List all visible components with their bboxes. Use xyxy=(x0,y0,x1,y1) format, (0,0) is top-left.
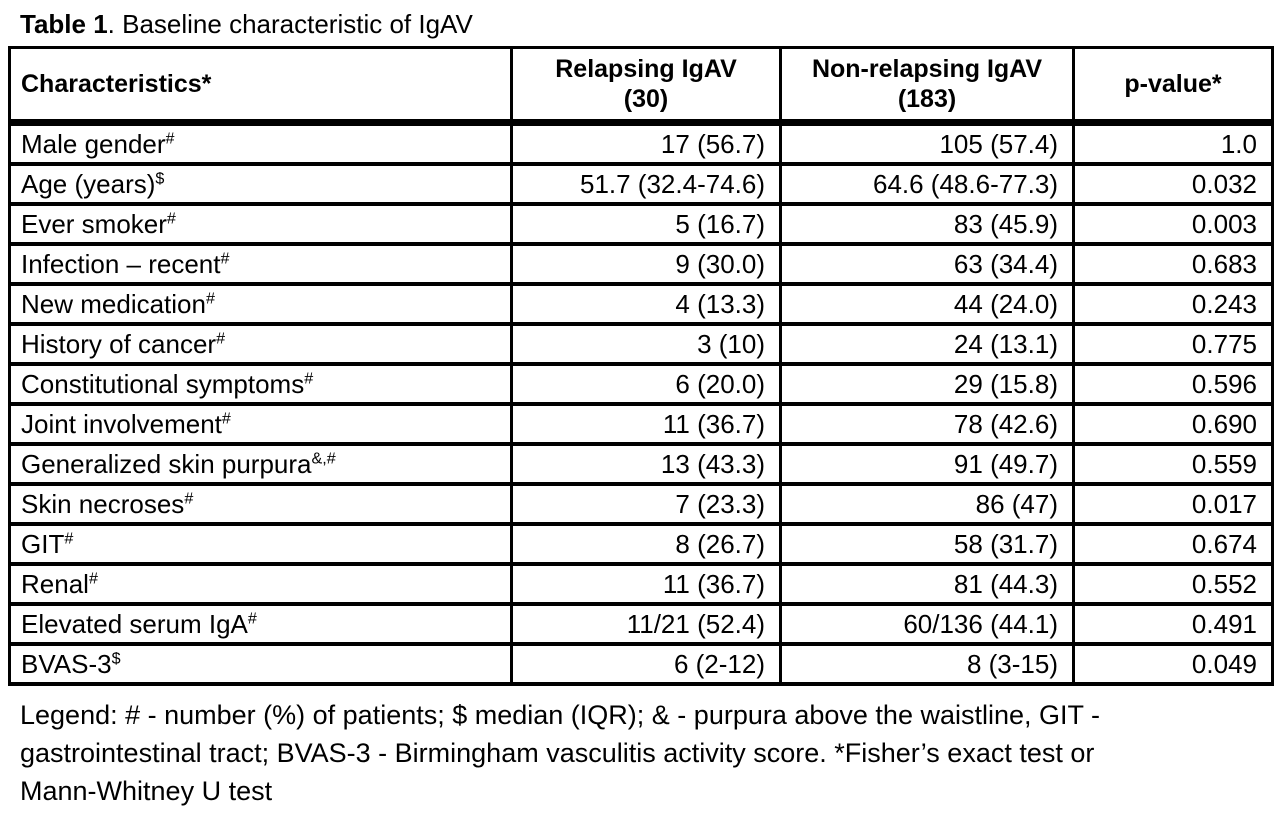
footnote-marker: # xyxy=(220,248,230,267)
relapsing-value: 17 (56.7) xyxy=(512,123,781,165)
relapsing-value: 8 (26.7) xyxy=(512,524,781,564)
relapsing-value: 7 (23.3) xyxy=(512,484,781,524)
relapsing-value: 9 (30.0) xyxy=(512,244,781,284)
footnote-marker: # xyxy=(205,288,215,307)
non-relapsing-value: 63 (34.4) xyxy=(781,244,1074,284)
column-header-relapsing-line1: Relapsing IgAV xyxy=(555,55,737,83)
footnote-marker: # xyxy=(64,528,74,547)
table-row-skin-necroses xyxy=(10,484,1273,524)
legend-line-2: gastrointestinal tract; BVAS-3 - Birmingham vasculitis activity score. *Fisher’s exact test or xyxy=(20,738,1095,768)
characteristic-cell xyxy=(10,484,512,524)
table-row-new-medication xyxy=(10,284,1273,324)
characteristic-label: Joint involvement xyxy=(21,408,222,439)
p-value: 0.017 xyxy=(1074,484,1273,524)
p-value: 0.032 xyxy=(1074,164,1273,204)
characteristic-cell xyxy=(10,444,512,484)
header-row xyxy=(10,48,1273,123)
characteristic-cell xyxy=(10,123,512,165)
footnote-marker: # xyxy=(184,488,194,507)
non-relapsing-value: 83 (45.9) xyxy=(781,204,1074,244)
relapsing-value: 11 (36.7) xyxy=(512,404,781,444)
table-row-generalized-skin-purpura xyxy=(10,444,1273,484)
characteristic-cell xyxy=(10,244,512,284)
p-value: 0.243 xyxy=(1074,284,1273,324)
column-header-non-relapsing xyxy=(781,48,1074,123)
column-header-relapsing-line2: (30) xyxy=(623,85,669,113)
characteristic-label: New medication xyxy=(21,288,206,319)
non-relapsing-value: 58 (31.7) xyxy=(781,524,1074,564)
p-value: 0.683 xyxy=(1074,244,1273,284)
characteristic-label: Infection – recent xyxy=(21,248,221,279)
footnote-marker: &,# xyxy=(311,448,336,467)
p-value: 1.0 xyxy=(1074,123,1273,165)
p-value: 0.596 xyxy=(1074,364,1273,404)
column-header-p-value: p-value* xyxy=(1074,48,1273,123)
characteristic-cell xyxy=(10,644,512,684)
relapsing-value: 6 (20.0) xyxy=(512,364,781,404)
column-header-relapsing xyxy=(512,48,781,123)
characteristic-cell xyxy=(10,204,512,244)
p-value: 0.049 xyxy=(1074,644,1273,684)
non-relapsing-value: 105 (57.4) xyxy=(781,123,1074,165)
footnote-marker: # xyxy=(165,128,175,147)
non-relapsing-value: 91 (49.7) xyxy=(781,444,1074,484)
characteristic-label: BVAS-3 xyxy=(21,648,112,679)
relapsing-value: 5 (16.7) xyxy=(512,204,781,244)
characteristic-cell xyxy=(10,164,512,204)
characteristic-label: Generalized skin purpura xyxy=(21,448,312,479)
characteristic-label: Elevated serum IgA xyxy=(21,608,248,639)
characteristic-cell xyxy=(10,284,512,324)
relapsing-value: 51.7 (32.4-74.6) xyxy=(512,164,781,204)
characteristic-label: Male gender xyxy=(21,128,166,159)
characteristic-label: History of cancer xyxy=(21,328,217,359)
legend-line-1: Legend: # - number (%) of patients; $ median (IQR); & - purpura above the waistline, GIT - xyxy=(20,700,1101,730)
table-row-age xyxy=(10,164,1273,204)
non-relapsing-value: 60/136 (44.1) xyxy=(781,604,1074,644)
footnote-marker: # xyxy=(247,608,257,627)
table-row-male-gender xyxy=(10,123,1273,165)
characteristic-cell xyxy=(10,524,512,564)
p-value: 0.674 xyxy=(1074,524,1273,564)
relapsing-value: 11/21 (52.4) xyxy=(512,604,781,644)
non-relapsing-value: 86 (47) xyxy=(781,484,1074,524)
table-caption-text: . Baseline characteristic of IgAV xyxy=(107,9,473,39)
p-value: 0.003 xyxy=(1074,204,1273,244)
non-relapsing-value: 44 (24.0) xyxy=(781,284,1074,324)
non-relapsing-value: 24 (13.1) xyxy=(781,324,1074,364)
table-legend xyxy=(20,696,1280,810)
relapsing-value: 6 (2-12) xyxy=(512,644,781,684)
p-value: 0.559 xyxy=(1074,444,1273,484)
characteristic-label: Ever smoker xyxy=(21,208,167,239)
relapsing-value: 13 (43.3) xyxy=(512,444,781,484)
characteristic-cell xyxy=(10,604,512,644)
relapsing-value: 11 (36.7) xyxy=(512,564,781,604)
non-relapsing-value: 8 (3-15) xyxy=(781,644,1074,684)
non-relapsing-value: 64.6 (48.6-77.3) xyxy=(781,164,1074,204)
non-relapsing-value: 29 (15.8) xyxy=(781,364,1074,404)
characteristic-label: Age (years) xyxy=(21,168,156,199)
table-row-joint-involvement xyxy=(10,404,1273,444)
footnote-marker: # xyxy=(216,328,226,347)
table-row-git xyxy=(10,524,1273,564)
table-caption xyxy=(0,0,1280,46)
table-row-constitutional-symptoms xyxy=(10,364,1273,404)
footnote-marker: # xyxy=(88,568,98,587)
table-header xyxy=(10,48,1273,123)
footnote-marker: # xyxy=(304,368,314,387)
table-row-bvas-3 xyxy=(10,644,1273,684)
footnote-marker: $ xyxy=(111,648,121,667)
p-value: 0.690 xyxy=(1074,404,1273,444)
p-value: 0.775 xyxy=(1074,324,1273,364)
characteristic-label: Renal xyxy=(21,568,89,599)
table-body xyxy=(10,123,1273,685)
footnote-marker: # xyxy=(166,208,176,227)
baseline-characteristics-table xyxy=(8,46,1274,686)
footnote-marker: $ xyxy=(155,168,165,187)
p-value: 0.491 xyxy=(1074,604,1273,644)
p-value: 0.552 xyxy=(1074,564,1273,604)
table-row-ever-smoker xyxy=(10,204,1273,244)
legend-line-3: Mann-Whitney U test xyxy=(20,776,273,806)
column-header-non-relapsing-line2: (183) xyxy=(897,85,957,113)
non-relapsing-value: 81 (44.3) xyxy=(781,564,1074,604)
relapsing-value: 3 (10) xyxy=(512,324,781,364)
characteristic-cell xyxy=(10,564,512,604)
table-row-infection-recent xyxy=(10,244,1273,284)
characteristic-cell xyxy=(10,404,512,444)
characteristic-label: Constitutional symptoms xyxy=(21,368,305,399)
table-row-elevated-serum-iga xyxy=(10,604,1273,644)
non-relapsing-value: 78 (42.6) xyxy=(781,404,1074,444)
relapsing-value: 4 (13.3) xyxy=(512,284,781,324)
footnote-marker: # xyxy=(221,408,231,427)
table-row-history-of-cancer xyxy=(10,324,1273,364)
table-row-renal xyxy=(10,564,1273,604)
characteristic-label: Skin necroses xyxy=(21,488,185,519)
characteristic-cell xyxy=(10,364,512,404)
characteristic-label: GIT xyxy=(21,528,65,559)
characteristic-cell xyxy=(10,324,512,364)
column-header-non-relapsing-line1: Non-relapsing IgAV xyxy=(811,55,1043,83)
table-caption-number: Table 1 xyxy=(20,9,108,39)
column-header-characteristics: Characteristics* xyxy=(10,48,512,123)
